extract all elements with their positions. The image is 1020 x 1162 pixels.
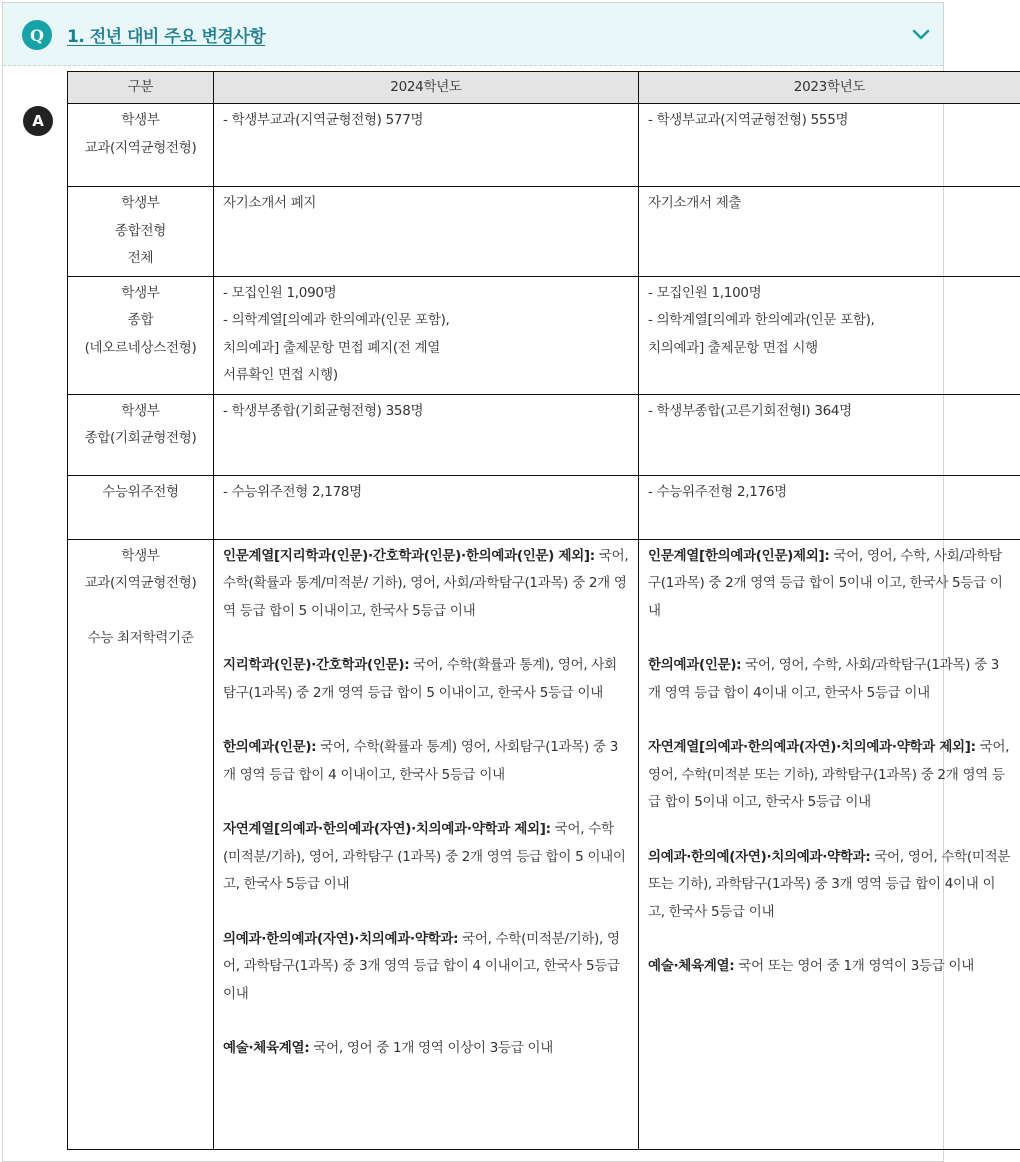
cell-line: 수능 최저학력기준 <box>70 625 211 653</box>
row-label-cell <box>68 539 214 1149</box>
criteria-heading: 자연계열[의예과·한의예과(자연)·치의예과·약학과 제외]: <box>223 821 551 837</box>
cell-line: - 학생부종합(기회균형전형) 358명 <box>223 398 629 426</box>
criteria-paragraph <box>223 926 629 1009</box>
cell-2023 <box>639 276 1020 394</box>
cell-line: 학생부 <box>70 280 211 308</box>
cell-2023 <box>639 539 1020 1149</box>
cell-line: 자기소개서 제출 <box>648 190 1011 218</box>
criteria-text: 국어, 영어, 수학(미적분 또는 기하), 과학탐구(1과목) 중 3개 영역 등급 합이 4이내 이고, 한국사 5등급 이내 <box>648 849 1010 920</box>
table-row <box>68 394 1020 475</box>
criteria-text: 국어, 영어, 수학, 사회/과학탐구(1과목) 중 3개 영역 등급 합이 4이내 이고, 한국사 5등급 이내 <box>648 657 999 701</box>
criteria-heading: 인문계열[지리학과(인문)·간호학과(인문)·한의예과(인문) 제외]: <box>223 548 595 564</box>
cell-2023 <box>639 475 1020 539</box>
cell-line: 교과(지역균형전형) <box>70 135 211 163</box>
header-category: 구분 <box>68 72 214 104</box>
cell-line: - 학생부교과(지역균형전형) 577명 <box>223 107 629 135</box>
criteria-heading: 지리학과(인문)·간호학과(인문): <box>223 657 409 673</box>
criteria-heading: 의예과·한의예(자연)·치의예과·약학과: <box>648 849 870 865</box>
row-label-cell <box>68 475 214 539</box>
question-badge: Q <box>22 20 52 50</box>
cell-2023 <box>639 187 1020 277</box>
criteria-paragraph <box>648 543 1011 626</box>
cell-line: 종합 <box>70 307 211 335</box>
cell-line: - 의학계열[의예과 한의예과(인문 포함), <box>648 307 1011 335</box>
criteria-paragraph <box>648 953 1011 981</box>
criteria-heading: 자연계열[의예과·한의예과(자연)·치의예과·약학과 제외]: <box>648 739 976 755</box>
cell-line: 종합전형 <box>70 218 211 246</box>
criteria-heading: 예술·체육계열: <box>648 958 734 974</box>
criteria-text: 국어, 수학(미적분/기하), 영어, 과학탐구(1과목) 중 3개 영역 등급 합이 4 이내이고, 한국사 5등급 이내 <box>223 931 620 1002</box>
cell-2023 <box>639 394 1020 475</box>
criteria-text: 국어, 수학(미적분/기하), 영어, 과학탐구 (1과목) 중 2개 영역 등급 합이 5 이내이고, 한국사 5등급 이내 <box>223 821 626 892</box>
criteria-heading: 예술·체육계열: <box>223 1040 309 1056</box>
criteria-paragraph <box>223 543 629 626</box>
cell-line: (네오르네상스전형) <box>70 335 211 363</box>
cell-line: - 의학계열[의예과 한의예과(인문 포함), <box>223 307 629 335</box>
criteria-paragraph <box>648 652 1011 707</box>
criteria-text: 국어, 영어, 수학(미적분 또는 기하), 과학탐구(1과목) 중 2개 영역 등급 합이 5이내 이고, 한국사 5등급 이내 <box>648 739 1009 810</box>
cell-line: 자기소개서 폐지 <box>223 190 629 218</box>
table-row <box>68 104 1020 187</box>
criteria-paragraph <box>648 844 1011 927</box>
cell-line: 학생부 <box>70 398 211 426</box>
criteria-text: 국어, 수학(확률과 통계/미적분/ 기하), 영어, 사회/과학탐구(1과목) 중 2개 영역 등급 합이 5 이내이고, 한국사 5등급 이내 <box>223 548 628 619</box>
cell-line: - 모집인원 1,100명 <box>648 280 1011 308</box>
table-row <box>68 475 1020 539</box>
criteria-paragraph <box>223 1035 629 1063</box>
cell-line <box>70 598 211 625</box>
cell-line: 교과(지역균형전형) <box>70 570 211 598</box>
cell-2024 <box>214 187 639 277</box>
table-row <box>68 187 1020 277</box>
cell-line: - 학생부종합(고른기회전형I) 364명 <box>648 398 1011 426</box>
criteria-heading: 한의예과(인문): <box>223 739 316 755</box>
criteria-heading: 한의예과(인문): <box>648 657 741 673</box>
cell-line: 전체 <box>70 245 211 273</box>
criteria-paragraph <box>223 734 629 789</box>
chevron-down-icon[interactable] <box>911 25 931 45</box>
header-2024: 2024학년도 <box>214 72 639 104</box>
cell-line: - 수능위주전형 2,178명 <box>223 479 629 507</box>
cell-2024 <box>214 539 639 1149</box>
cell-line: 서류확인 면접 시행) <box>223 362 629 390</box>
cell-2024 <box>214 104 639 187</box>
row-label-cell <box>68 104 214 187</box>
table-header-row <box>68 72 1020 104</box>
cell-line: 학생부 <box>70 190 211 218</box>
criteria-text: 국어, 영어, 수학, 사회/과학탐구(1과목) 중 2개 영역 등급 합이 5이내 이고, 한국사 5등급 이내 <box>648 548 1003 619</box>
criteria-text: 국어 또는 영어 중 1개 영역이 3등급 이내 <box>734 958 974 974</box>
criteria-text: 국어, 수학(확률과 통계) 영어, 사회탐구(1과목) 중 3개 영역 등급 합이 4 이내이고, 한국사 5등급 이내 <box>223 739 618 783</box>
cell-line: 종합(기회균형전형) <box>70 425 211 453</box>
row-label-cell <box>68 394 214 475</box>
cell-2024 <box>214 475 639 539</box>
row-label-cell <box>68 187 214 277</box>
cell-2024 <box>214 276 639 394</box>
cell-2023 <box>639 104 1020 187</box>
question-header[interactable] <box>3 3 943 66</box>
criteria-text: 국어, 수학(확률과 통계), 영어, 사회탐구(1과목) 중 2개 영역 등급 합이 5 이내이고, 한국사 5등급 이내 <box>223 657 617 701</box>
cell-line: 학생부 <box>70 107 211 135</box>
criteria-paragraph <box>223 652 629 707</box>
header-2023: 2023학년도 <box>639 72 1020 104</box>
answer-badge: A <box>23 106 53 136</box>
criteria-paragraph <box>648 734 1011 817</box>
table-row <box>68 539 1020 1149</box>
table-row <box>68 276 1020 394</box>
cell-line: 학생부 <box>70 543 211 571</box>
cell-line: 치의예과] 출제문항 면접 폐지(전 계열 <box>223 335 629 363</box>
cell-line: - 학생부교과(지역균형전형) 555명 <box>648 107 1011 135</box>
cell-2024 <box>214 394 639 475</box>
comparison-table <box>67 71 1020 1150</box>
row-label-cell <box>68 276 214 394</box>
criteria-heading: 인문계열[한의예과(인문)제외]: <box>648 548 829 564</box>
criteria-paragraph <box>223 816 629 899</box>
cell-line: - 수능위주전형 2,176명 <box>648 479 1011 507</box>
question-title-link[interactable]: 1. 전년 대비 주요 변경사항 <box>67 22 265 47</box>
criteria-heading: 의예과·한의예과(자연)·치의예과·약학과: <box>223 931 458 947</box>
cell-line: - 모집인원 1,090명 <box>223 280 629 308</box>
cell-line: 치의예과] 출제문항 면접 시행 <box>648 335 1011 363</box>
cell-line: 수능위주전형 <box>70 479 211 507</box>
criteria-text: 국어, 영어 중 1개 영역 이상이 3등급 이내 <box>309 1040 553 1056</box>
